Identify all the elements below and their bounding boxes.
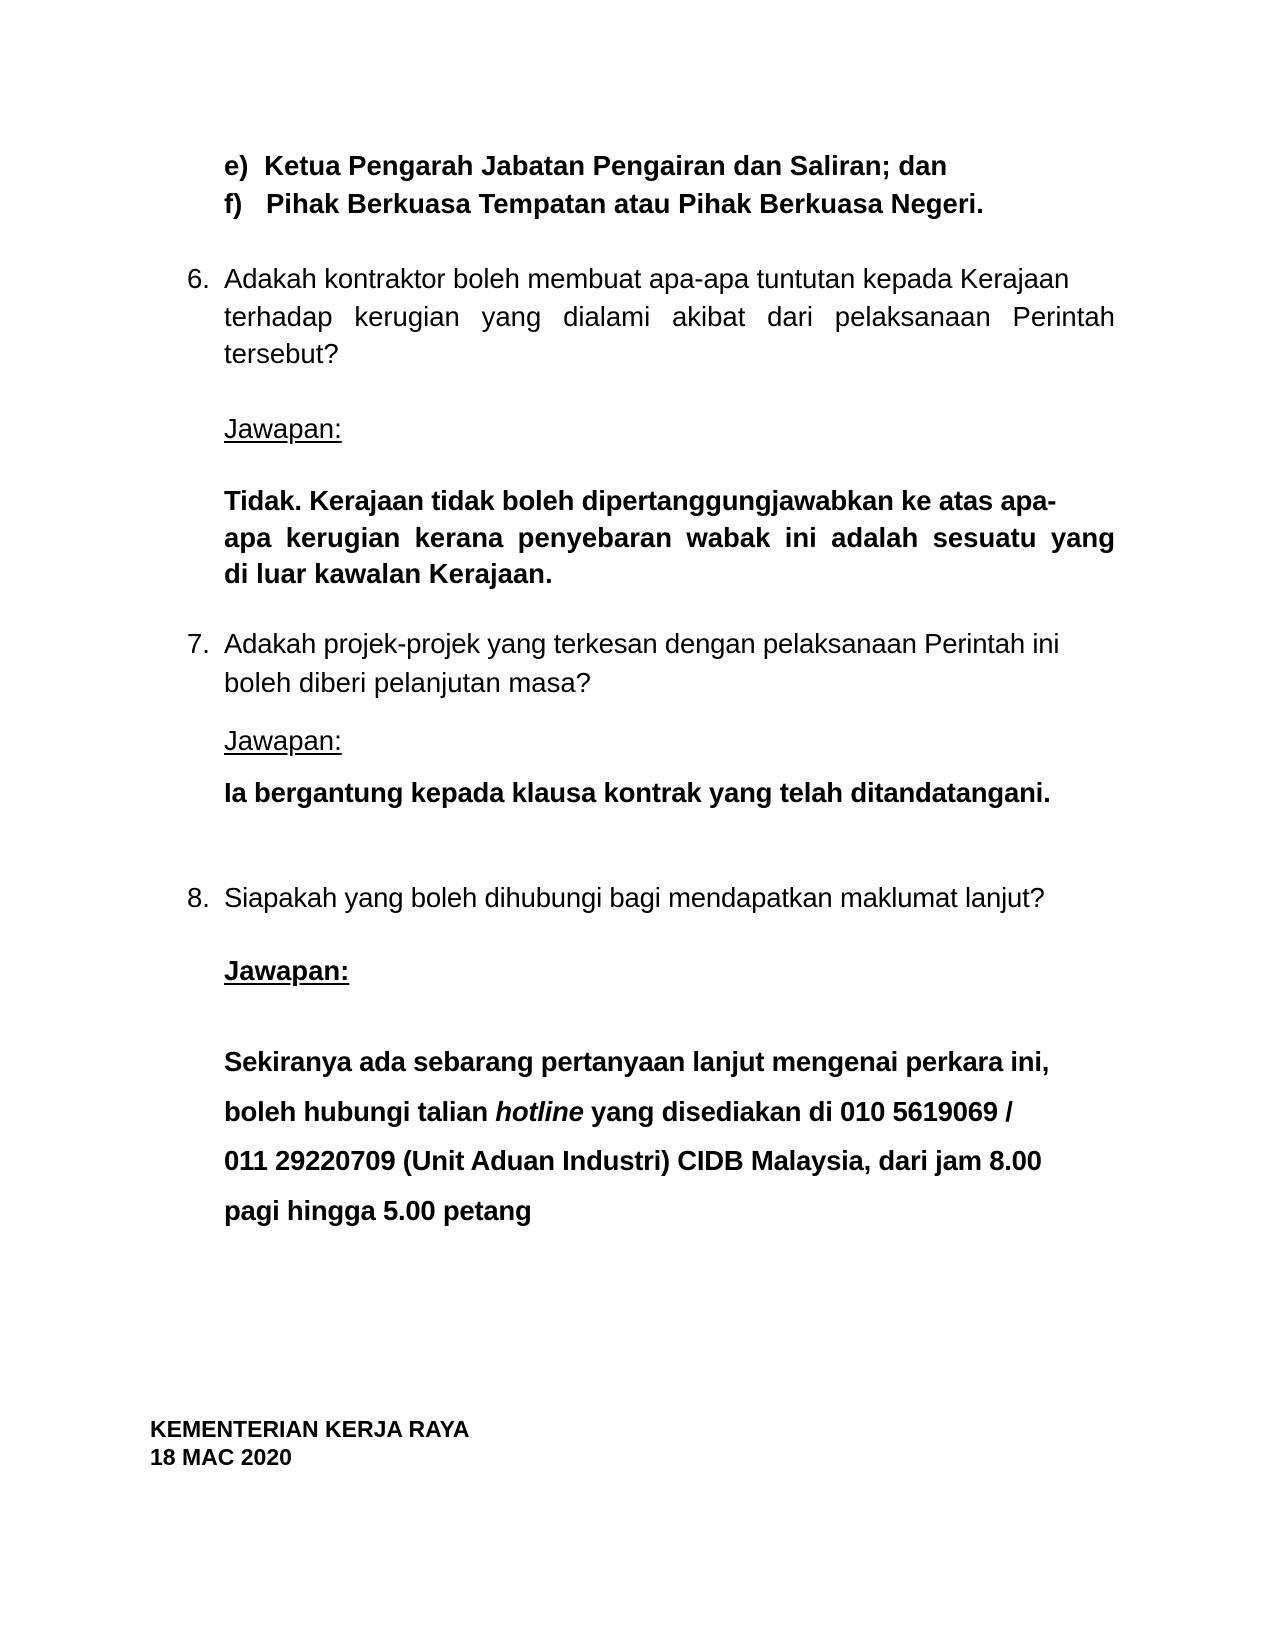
answer-text-line: Sekiranya ada sebarang pertanyaan lanjut mengenai perkara ini,: [224, 1046, 1050, 1077]
question-text-line: Adakah kontraktor boleh membuat apa-apa tuntutan kepada Kerajaan: [224, 263, 1070, 294]
answer-text-line: Ia bergantung kepada klausa kontrak yang telah ditandatangani.: [224, 777, 1051, 808]
word: terhadap: [224, 301, 333, 332]
answer-label: Jawapan:: [224, 413, 342, 444]
question-text-line: Siapakah yang boleh dihubungi bagi mendapatkan maklumat lanjut?: [224, 882, 1045, 913]
footer-date: 18 MAC 2020: [150, 1444, 292, 1470]
word: Perintah: [1012, 301, 1115, 332]
word: yang: [481, 301, 542, 332]
word: kerana: [414, 522, 504, 553]
word: penyebaran: [517, 522, 673, 553]
list-text: Ketua Pengarah Jabatan Pengairan dan Saliran; dan: [264, 150, 948, 181]
footer-organization: KEMENTERIAN KERJA RAYA: [150, 1416, 470, 1442]
answer-text-line: di luar kawalan Kerajaan.: [224, 558, 553, 589]
word: dialami: [563, 301, 651, 332]
word: wabak: [686, 522, 771, 553]
answer-text-line: [224, 524, 1115, 552]
list-marker: f): [224, 188, 243, 219]
answer-text-line: 011 29220709 (Unit Aduan Industri) CIDB Malaysia, dari jam 8.00: [224, 1145, 1042, 1176]
question-number: 7.: [187, 628, 210, 659]
answer-text-segment: boleh hubungi talian: [224, 1096, 496, 1127]
answer-text-segment: yang disediakan di 010 5619069 /: [583, 1096, 1013, 1127]
question-number: 8.: [187, 882, 210, 913]
word: ini: [784, 522, 817, 553]
question-text-line: [224, 303, 1115, 331]
word: apa: [224, 522, 272, 553]
word: kerugian: [354, 301, 460, 332]
answer-text-line: Tidak. Kerajaan tidak boleh dipertanggungjawabkan ke atas apa-: [224, 485, 1057, 516]
word: sesuatu: [932, 522, 1037, 553]
answer-text-line: [224, 1098, 1013, 1126]
list-marker: e): [224, 150, 249, 181]
hotline-term: hotline: [495, 1096, 584, 1127]
word: yang: [1050, 522, 1115, 553]
answer-text-line: pagi hingga 5.00 petang: [224, 1195, 532, 1226]
word: kerugian: [285, 522, 401, 553]
question-text-line: Adakah projek-projek yang terkesan dengan pelaksanaan Perintah ini: [224, 628, 1060, 659]
question-number: 6.: [187, 263, 210, 294]
word: akibat: [671, 301, 746, 332]
question-text-line: boleh diberi pelanjutan masa?: [224, 667, 591, 698]
list-item-f: [224, 190, 984, 218]
word: adalah: [831, 522, 919, 553]
question-text-line: tersebut?: [224, 338, 339, 369]
answer-label: Jawapan:: [224, 955, 350, 986]
answer-label: Jawapan:: [224, 725, 342, 756]
word: pelaksanaan: [834, 301, 991, 332]
list-text: Pihak Berkuasa Tempatan atau Pihak Berkuasa Negeri.: [265, 188, 984, 219]
list-item-e: [224, 152, 947, 180]
word: dari: [767, 301, 813, 332]
